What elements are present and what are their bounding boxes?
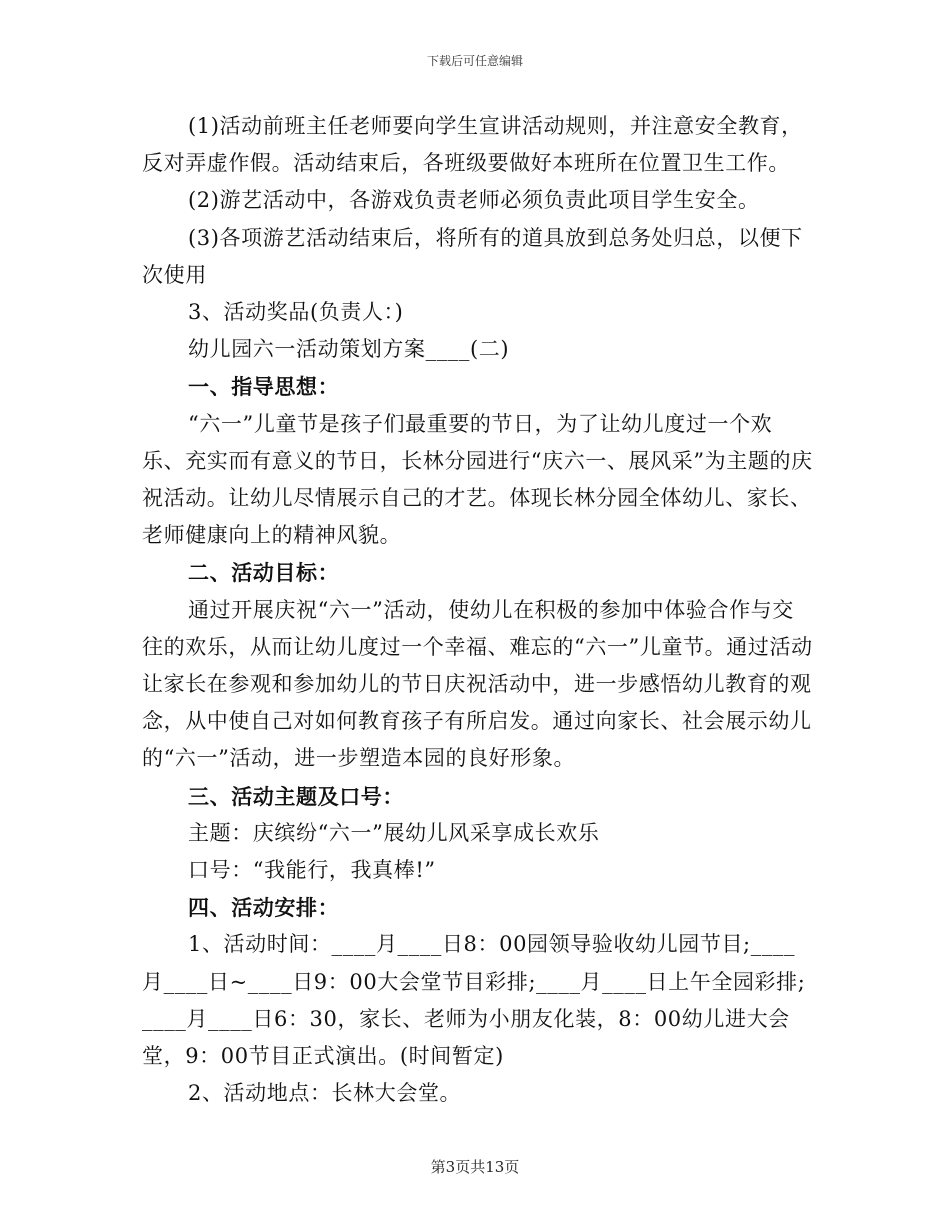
section-heading-schedule: 四、活动安排： (188, 895, 340, 921)
page-header: 下载后可任意编辑 (426, 54, 523, 68)
paragraph-rule-2: (2)游艺活动中，各游戏负责老师必须负责此项目学生安全。 (188, 188, 760, 213)
section-heading-goals: 二、活动目标： (188, 560, 340, 586)
paragraph-rule-1: (1)活动前班主任老师要向学生宣讲活动规则，并注意安全教育，反对弄虚作假。活动结束后，各班级要做好本班所在位置卫生工作。 (142, 114, 803, 176)
paragraph-prizes: 3、活动奖品(负责人：) (188, 300, 404, 325)
document-subtitle: 幼儿园六一活动策划方案____(二) (188, 337, 510, 362)
page-footer: 第3页共13页 (430, 1158, 520, 1176)
paragraph-theme: 主题：庆缤纷“六一”展幼儿风采享成长欢乐 (188, 820, 600, 845)
paragraph-schedule-time: 1、活动时间：____月____日8：00园领导验收幼儿园节目;____月____日~____日9：00大会堂节目彩排;____月____日上午全园彩排;____月____日6：30，家长、老师为小朋友化装，8：00幼儿进大会堂，9：00节目正式演出。(时间暂定) (142, 932, 806, 1069)
section-heading-guiding: 一、指导思想： (188, 374, 340, 400)
paragraph-slogan: 口号：“我能行，我真棒!” (188, 858, 436, 883)
section-heading-theme: 三、活动主题及口号： (188, 783, 404, 809)
paragraph-goals: 通过开展庆祝“六一”活动，使幼儿在积极的参加中体验合作与交往的欢乐，从而让幼儿度过一个幸福、难忘的“六一”儿童节。通过活动让家长在参观和参加幼儿的节日庆祝活动中，进一步感悟幼儿教育的观念，从中使自己对如何教育孩子有所启发。通过向家长、社会展示幼儿的“六一”活动，进一步塑造本园的良好形象。 (142, 597, 813, 771)
document-body (142, 108, 814, 1112)
paragraph-schedule-place: 2、活动地点：长林大会堂。 (188, 1081, 462, 1106)
paragraph-rule-3: (3)各项游艺活动结束后，将所有的道具放到总务处归总，以便下次使用 (142, 225, 803, 287)
paragraph-guiding: “六一”儿童节是孩子们最重要的节日，为了让幼儿度过一个欢乐、充实而有意义的节日，长林分园进行“庆六一、展风采”为主题的庆祝活动。让幼儿尽情展示自己的才艺。体现长林分园全体幼儿、家长、老师健康向上的精神风貌。 (142, 411, 813, 548)
